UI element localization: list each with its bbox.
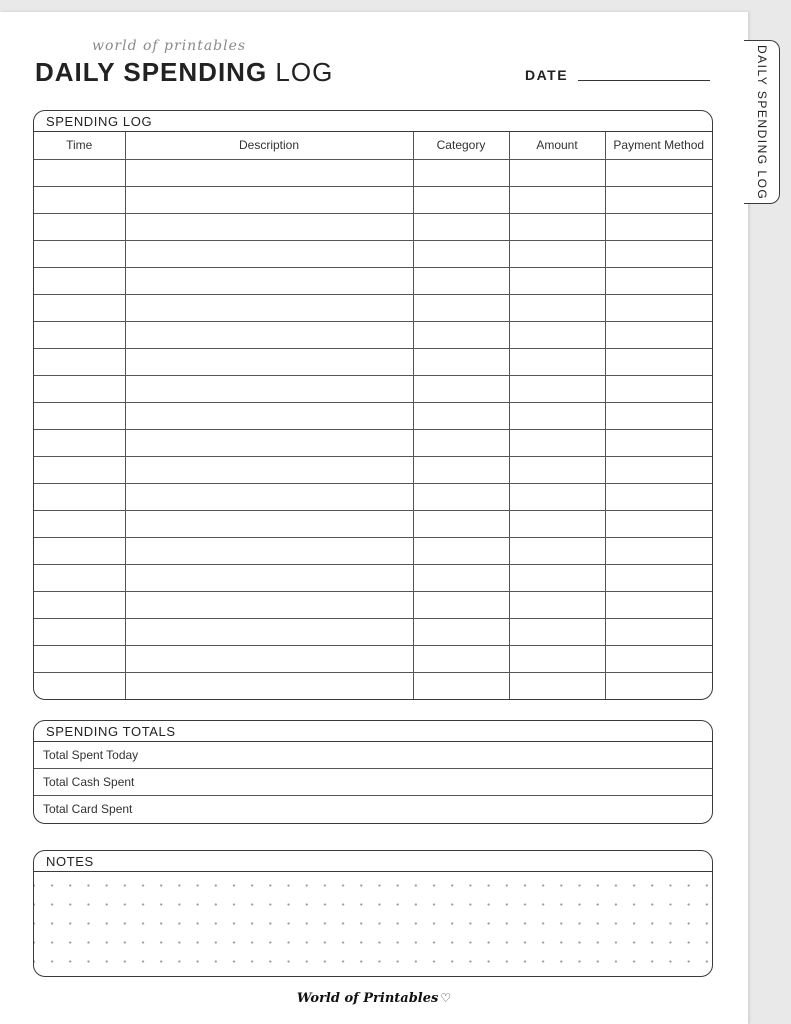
table-row	[34, 267, 712, 294]
notes-section	[33, 850, 713, 977]
table-row	[34, 618, 712, 645]
table-cell[interactable]	[413, 267, 509, 294]
table-cell[interactable]	[509, 213, 605, 240]
table-cell[interactable]	[34, 618, 125, 645]
table-cell[interactable]	[605, 267, 712, 294]
table-cell[interactable]	[125, 294, 413, 321]
spending-totals-heading: SPENDING TOTALS	[34, 721, 712, 742]
table-cell[interactable]	[125, 510, 413, 537]
table-cell[interactable]	[605, 645, 712, 672]
table-row	[34, 294, 712, 321]
table-cell[interactable]	[605, 321, 712, 348]
table-cell[interactable]	[34, 564, 125, 591]
table-cell[interactable]	[34, 159, 125, 186]
table-cell[interactable]	[413, 537, 509, 564]
table-row	[34, 429, 712, 456]
table-cell[interactable]	[509, 375, 605, 402]
table-cell[interactable]	[413, 483, 509, 510]
table-cell[interactable]	[605, 159, 712, 186]
table-cell[interactable]	[605, 213, 712, 240]
table-cell[interactable]	[125, 645, 413, 672]
table-cell[interactable]	[605, 618, 712, 645]
table-cell[interactable]	[125, 348, 413, 375]
spending-log-rows	[34, 159, 712, 699]
table-cell[interactable]	[125, 267, 413, 294]
table-cell[interactable]	[125, 213, 413, 240]
table-cell[interactable]	[34, 510, 125, 537]
table-cell[interactable]	[509, 483, 605, 510]
total-card-spent-row: Total Card Spent	[43, 802, 133, 816]
notes-heading: NOTES	[34, 851, 712, 872]
date-field[interactable]	[578, 80, 710, 81]
heart-icon: ♡	[440, 991, 452, 1005]
table-cell[interactable]	[34, 213, 125, 240]
table-cell[interactable]	[34, 672, 125, 699]
table-cell[interactable]	[34, 375, 125, 402]
table-cell[interactable]	[605, 429, 712, 456]
table-cell[interactable]	[509, 591, 605, 618]
column-header-category: Category	[413, 132, 509, 159]
table-cell[interactable]	[125, 483, 413, 510]
table-row	[34, 240, 712, 267]
table-cell[interactable]	[125, 537, 413, 564]
page-title-light: LOG	[275, 57, 334, 87]
table-cell[interactable]	[605, 240, 712, 267]
column-header-time: Time	[34, 132, 125, 159]
table-cell[interactable]	[605, 402, 712, 429]
table-cell[interactable]	[125, 402, 413, 429]
table-cell[interactable]	[605, 483, 712, 510]
table-cell[interactable]	[125, 240, 413, 267]
page-title-bold: DAILY SPENDING	[35, 57, 268, 87]
table-cell[interactable]	[34, 429, 125, 456]
table-cell[interactable]	[509, 159, 605, 186]
table-cell[interactable]	[509, 348, 605, 375]
table-cell[interactable]	[413, 672, 509, 699]
table-cell[interactable]	[509, 645, 605, 672]
table-cell[interactable]	[413, 294, 509, 321]
table-cell[interactable]	[509, 240, 605, 267]
column-header-amount: Amount	[509, 132, 605, 159]
table-cell[interactable]	[413, 321, 509, 348]
table-cell[interactable]	[125, 672, 413, 699]
table-cell[interactable]	[509, 321, 605, 348]
total-cash-spent-row: Total Cash Spent	[34, 769, 712, 796]
table-cell[interactable]	[125, 591, 413, 618]
notes-dot-grid[interactable]	[34, 872, 712, 976]
table-cell[interactable]	[34, 348, 125, 375]
table-cell[interactable]	[605, 537, 712, 564]
table-cell[interactable]	[413, 375, 509, 402]
side-tab-label: DAILY SPENDING LOG	[755, 45, 769, 201]
side-tab[interactable]	[744, 40, 780, 204]
date-label: DATE	[525, 67, 569, 83]
table-cell[interactable]	[34, 591, 125, 618]
table-row	[34, 537, 712, 564]
table-cell[interactable]	[509, 186, 605, 213]
brand-script-text: world of printables	[92, 38, 247, 54]
table-row	[34, 213, 712, 240]
column-header-payment-method: Payment Method	[605, 132, 712, 159]
table-cell[interactable]	[413, 510, 509, 537]
table-cell[interactable]	[509, 672, 605, 699]
total-spent-today-row: Total Spent Today	[34, 742, 712, 769]
table-cell[interactable]	[509, 456, 605, 483]
footer-brand-logo	[0, 991, 748, 1006]
table-cell[interactable]	[605, 294, 712, 321]
table-cell[interactable]	[34, 240, 125, 267]
table-cell[interactable]	[34, 645, 125, 672]
table-cell[interactable]	[125, 186, 413, 213]
table-header-row	[34, 132, 712, 159]
table-cell[interactable]	[34, 483, 125, 510]
spending-log-section	[33, 110, 713, 700]
table-cell[interactable]	[125, 429, 413, 456]
table-row	[34, 402, 712, 429]
table-cell[interactable]	[413, 402, 509, 429]
table-cell[interactable]	[509, 564, 605, 591]
table-cell[interactable]	[605, 564, 712, 591]
table-cell[interactable]	[413, 213, 509, 240]
table-cell[interactable]	[605, 672, 712, 699]
table-row	[34, 375, 712, 402]
table-cell[interactable]	[125, 321, 413, 348]
table-cell[interactable]	[605, 348, 712, 375]
table-cell[interactable]	[605, 375, 712, 402]
table-cell[interactable]	[125, 159, 413, 186]
table-cell[interactable]	[509, 294, 605, 321]
table-cell[interactable]	[605, 510, 712, 537]
spending-log-table	[34, 132, 712, 699]
table-row	[34, 159, 712, 186]
column-header-description: Description	[125, 132, 413, 159]
table-row	[34, 591, 712, 618]
table-cell[interactable]	[413, 429, 509, 456]
spending-totals-section	[33, 720, 713, 824]
table-cell[interactable]	[413, 564, 509, 591]
page-title	[35, 57, 333, 88]
table-row	[34, 348, 712, 375]
table-row	[34, 672, 712, 699]
table-row	[34, 510, 712, 537]
table-row	[34, 483, 712, 510]
table-row	[34, 645, 712, 672]
table-cell[interactable]	[509, 429, 605, 456]
table-cell[interactable]	[34, 186, 125, 213]
table-cell[interactable]	[605, 186, 712, 213]
table-cell[interactable]	[413, 645, 509, 672]
table-cell[interactable]	[509, 267, 605, 294]
table-cell[interactable]	[605, 456, 712, 483]
table-row	[34, 456, 712, 483]
table-cell[interactable]	[413, 618, 509, 645]
table-cell[interactable]	[125, 564, 413, 591]
table-cell[interactable]	[413, 240, 509, 267]
table-cell[interactable]	[413, 591, 509, 618]
table-cell[interactable]	[413, 159, 509, 186]
table-cell[interactable]	[125, 456, 413, 483]
table-cell[interactable]	[34, 537, 125, 564]
footer-brand-text: World of Printables	[296, 991, 439, 1006]
table-cell[interactable]	[509, 537, 605, 564]
table-cell[interactable]	[34, 267, 125, 294]
table-cell[interactable]	[413, 456, 509, 483]
table-cell[interactable]	[509, 510, 605, 537]
table-cell[interactable]	[34, 321, 125, 348]
table-cell[interactable]	[509, 402, 605, 429]
table-cell[interactable]	[125, 618, 413, 645]
table-cell[interactable]	[34, 456, 125, 483]
table-cell[interactable]	[605, 591, 712, 618]
table-row	[34, 564, 712, 591]
spending-log-heading: SPENDING LOG	[34, 111, 712, 132]
table-cell[interactable]	[125, 375, 413, 402]
table-cell[interactable]	[34, 402, 125, 429]
table-cell[interactable]	[34, 294, 125, 321]
table-cell[interactable]	[509, 618, 605, 645]
table-cell[interactable]	[413, 348, 509, 375]
table-row	[34, 186, 712, 213]
table-cell[interactable]	[413, 186, 509, 213]
table-row	[34, 321, 712, 348]
